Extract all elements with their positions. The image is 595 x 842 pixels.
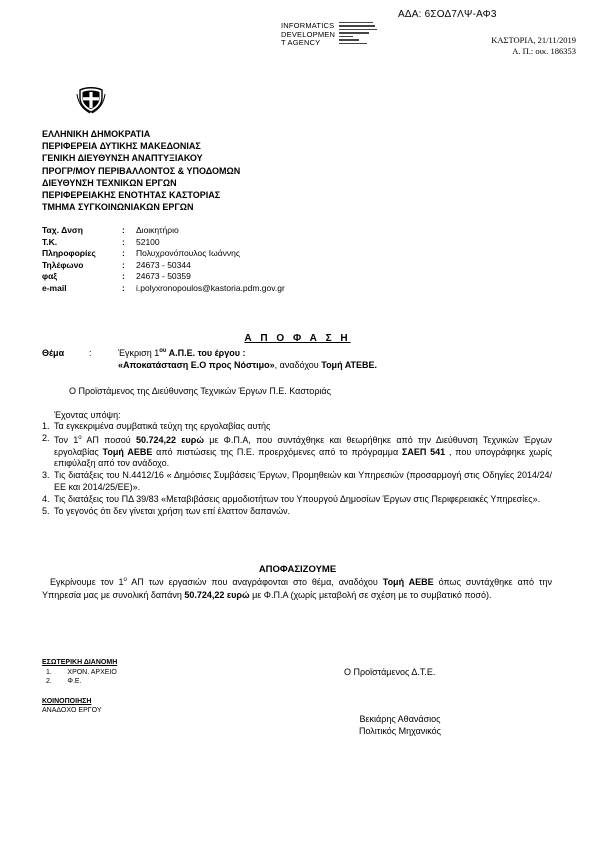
contact-details	[42, 225, 356, 295]
list-item	[42, 494, 552, 506]
item-amount: 50.724,22 ευρώ	[135, 435, 204, 445]
agency-line: INFORMATICS	[281, 21, 335, 30]
decision-title: Α Π Ο Φ Α Σ Η	[244, 333, 351, 344]
contact-value: 52100	[136, 236, 160, 247]
subject-ordinal: ου	[159, 348, 167, 354]
greek-coat-of-arms-icon	[76, 84, 106, 114]
item-text-part: , που υπογράφηκε χωρίς επιφύλαξη από τον ανάδοχο.	[54, 446, 553, 468]
signatory-name: Βεκιάρης Αθανάσιος	[359, 714, 441, 724]
resolution-contractor: Τομή ΑΕΒΕ	[382, 577, 434, 587]
list-item	[42, 433, 552, 470]
list-item	[42, 421, 552, 433]
agency-line: T AGENCY	[281, 38, 321, 47]
issuing-authority	[42, 128, 240, 213]
contact-row	[42, 283, 356, 295]
contact-colon: :	[122, 248, 125, 259]
contact-key: e-mail	[42, 282, 67, 293]
item-number: 4.	[42, 493, 50, 504]
considerations-list	[42, 421, 552, 518]
notification-list	[42, 697, 102, 715]
contact-key: φαξ	[42, 271, 58, 282]
item-text: Τις διατάξεις του Ν.4412/16 « Δημόσιες Συμβάσεις Έργων, Προμηθειών και Υπηρεσιών (προσαρμογή στις Οδηγίες 2014/24/ΕΕ και 2014/25/ΕΕ)».	[54, 470, 552, 492]
item-contractor: Τομή ΑΕΒΕ	[102, 446, 153, 457]
contact-value: Πολυχρονόπουλος Ιωάννης	[136, 248, 240, 259]
internal-distribution-heading: ΕΣΩΤΕΡΙΚΗ ΔΙΑΝΟΜΗ	[42, 659, 118, 666]
contact-row	[42, 225, 356, 237]
resolution-text: ΑΠ των εργασιών που αναγράφονται στο θέμα, αναδόχου	[126, 577, 383, 587]
contact-colon: :	[122, 236, 125, 247]
item-text-part: από πιστώσεις της Π.Ε. προερχόμενες από το πρόγραμμα	[152, 446, 402, 457]
notification-item: ΑΝΑΔΟΧΟ ΕΡΓΟΥ	[42, 707, 102, 714]
contact-colon: :	[122, 282, 125, 293]
ada-code: ΑΔΑ: 6ΣΟΔ7ΛΨ-ΑΦ3	[398, 9, 497, 20]
contact-value: 24673 - 50359	[136, 271, 191, 282]
item-text: Το γεγονός ότι δεν γίνεται χρήση των επί έλαττον δαπανών.	[54, 505, 291, 516]
item-text: Τα εγκεκριμένα συμβατικά τεύχη της εργολαβίας αυτής	[54, 421, 271, 431]
contact-key: Τ.Κ.	[42, 236, 58, 247]
authority-line: ΠΕΡΙΦΕΡΕΙΑΚΗΣ ΕΝΟΤΗΤΑΣ ΚΑΣΤΟΡΙΑΣ	[42, 190, 221, 201]
contact-colon: :	[122, 225, 125, 235]
authority-line: ΕΛΛΗΝΙΚΗ ΔΗΜΟΚΡΑΤΙΑ	[42, 129, 151, 139]
authority-line: ΔΙΕΥΘΥΝΣΗ ΤΕΧΝΙΚΩΝ ΕΡΓΩΝ	[42, 177, 177, 188]
authority-line: ΠΕΡΙΦΕΡΕΙΑ ΔΥΤΙΚΗΣ ΜΑΚΕΔΟΝΙΑΣ	[42, 141, 201, 152]
protocol-number: Α. Π.: οικ. 186353	[512, 46, 576, 56]
document-date: ΚΑΣΤΟΡΙΑ, 21/11/2019	[491, 35, 576, 45]
item-text-part: με Φ.Π.Α, που συντάχθηκε και θεωρήθηκε από την Διεύθυνση Τεχνικών Έργων εργολαβίας	[54, 435, 552, 457]
contact-row	[42, 237, 356, 249]
contact-row	[42, 248, 356, 260]
subject-text: , αναδόχου	[274, 360, 322, 370]
item-text	[54, 433, 552, 470]
document-date-block	[470, 35, 576, 57]
subject-text: Έγκριση 1	[118, 348, 160, 358]
authority-line: ΤΜΗΜΑ ΣΥΓΚΟΙΝΩΝΙΑΚΩΝ ΕΡΓΩΝ	[42, 202, 194, 213]
considerations-heading: Έχοντας υπόψη:	[54, 410, 121, 420]
contact-key: Τηλέφωνο	[42, 259, 84, 270]
contact-value: 24673 - 50344	[136, 259, 191, 270]
contact-colon: :	[122, 271, 125, 282]
item-number: 5.	[42, 505, 50, 516]
agency-logo-text	[281, 22, 335, 48]
item-text-part: Τον 1	[54, 435, 79, 445]
signatory-block	[350, 713, 450, 737]
contact-value: Διοικητήριο	[136, 225, 179, 235]
agency-fine-print	[339, 22, 377, 56]
subject-colon: :	[89, 348, 92, 358]
contact-row	[42, 271, 356, 283]
contact-key: Πληροφορίες	[42, 248, 96, 259]
subject-text: Α.Π.Ε. του έργου :	[166, 348, 246, 358]
item-number: 2.	[42, 433, 50, 443]
list-item	[42, 506, 552, 518]
contact-colon: :	[122, 259, 125, 270]
item-number: 3.	[42, 470, 50, 480]
resolution-body	[42, 574, 552, 601]
distribution-item: 1. ΧΡΟΝ. ΑΡΧΕΙΟ	[46, 668, 117, 676]
subject-line-1	[118, 348, 245, 358]
resolution-ordinal: ο	[123, 577, 127, 583]
item-text: Τις διατάξεις του ΠΔ 39/83 «Μεταβιβάσεις αρμοδιοτήτων του Υπουργού Δημοσίων Έργων στις Περιφερειακές Υπηρεσίες».	[54, 493, 541, 504]
list-item	[42, 470, 552, 493]
resolution-title: ΑΠΟΦΑΣΙΖΟΥΜΕ	[258, 564, 337, 575]
contact-email-link[interactable]: i.polyxronopoulos@kastoria.pdm.gov.gr	[136, 282, 285, 293]
item-text-part: ΑΠ ποσού	[81, 435, 136, 445]
item-program: ΣΑΕΠ 541	[401, 446, 446, 457]
signatory-title: Πολιτικός Μηχανικός	[358, 726, 442, 736]
resolution-amount: 50.724,22 ευρώ	[184, 589, 250, 600]
authority-line: ΓΕΝΙΚΗ ΔΙΕΥΘΥΝΣΗ ΑΝΑΠΤΥΞΙΑΚΟΥ	[42, 153, 203, 164]
item-ordinal: ο	[78, 435, 82, 441]
subject-label: Θέμα	[42, 348, 65, 358]
director-line: Ο Προϊστάμενος της Διεύθυνσης Τεχνικών Έργων Π.Ε. Καστοριάς	[69, 386, 331, 396]
internal-distribution	[42, 658, 117, 687]
subject-line-2	[118, 360, 377, 370]
resolution-text: με Φ.Π.Α (χωρίς μεταβολή σε σχέση με το συμβατικό ποσό).	[249, 589, 492, 600]
resolution-text: όπως συντάχθηκε από την Υπηρεσία μας με συνολική δαπάνη	[42, 577, 552, 600]
agency-line: DEVELOPMEN	[281, 29, 336, 39]
authority-line: ΠΡΟΓΡ/ΜΟΥ ΠΕΡΙΒΑΛΛΟΝΤΟΣ & ΥΠΟΔΟΜΩΝ	[42, 165, 241, 176]
signatory-role: Ο Προϊστάμενος Δ.Τ.Ε.	[344, 667, 436, 677]
item-number: 1.	[42, 421, 50, 431]
contact-key: Ταχ. Δνση	[42, 225, 83, 235]
contact-row	[42, 260, 356, 272]
distribution-item: 2. Φ.Ε.	[46, 678, 82, 685]
project-title: «Αποκατάσταση Ε.Ο προς Νόστιμο»	[118, 360, 275, 370]
notification-heading: ΚΟΙΝΟΠΟΙΗΣΗ	[42, 698, 92, 705]
resolution-text: Εγκρίνουμε τον 1	[50, 577, 124, 587]
contractor-name: Τομή ΑΤΕΒΕ.	[321, 360, 377, 370]
